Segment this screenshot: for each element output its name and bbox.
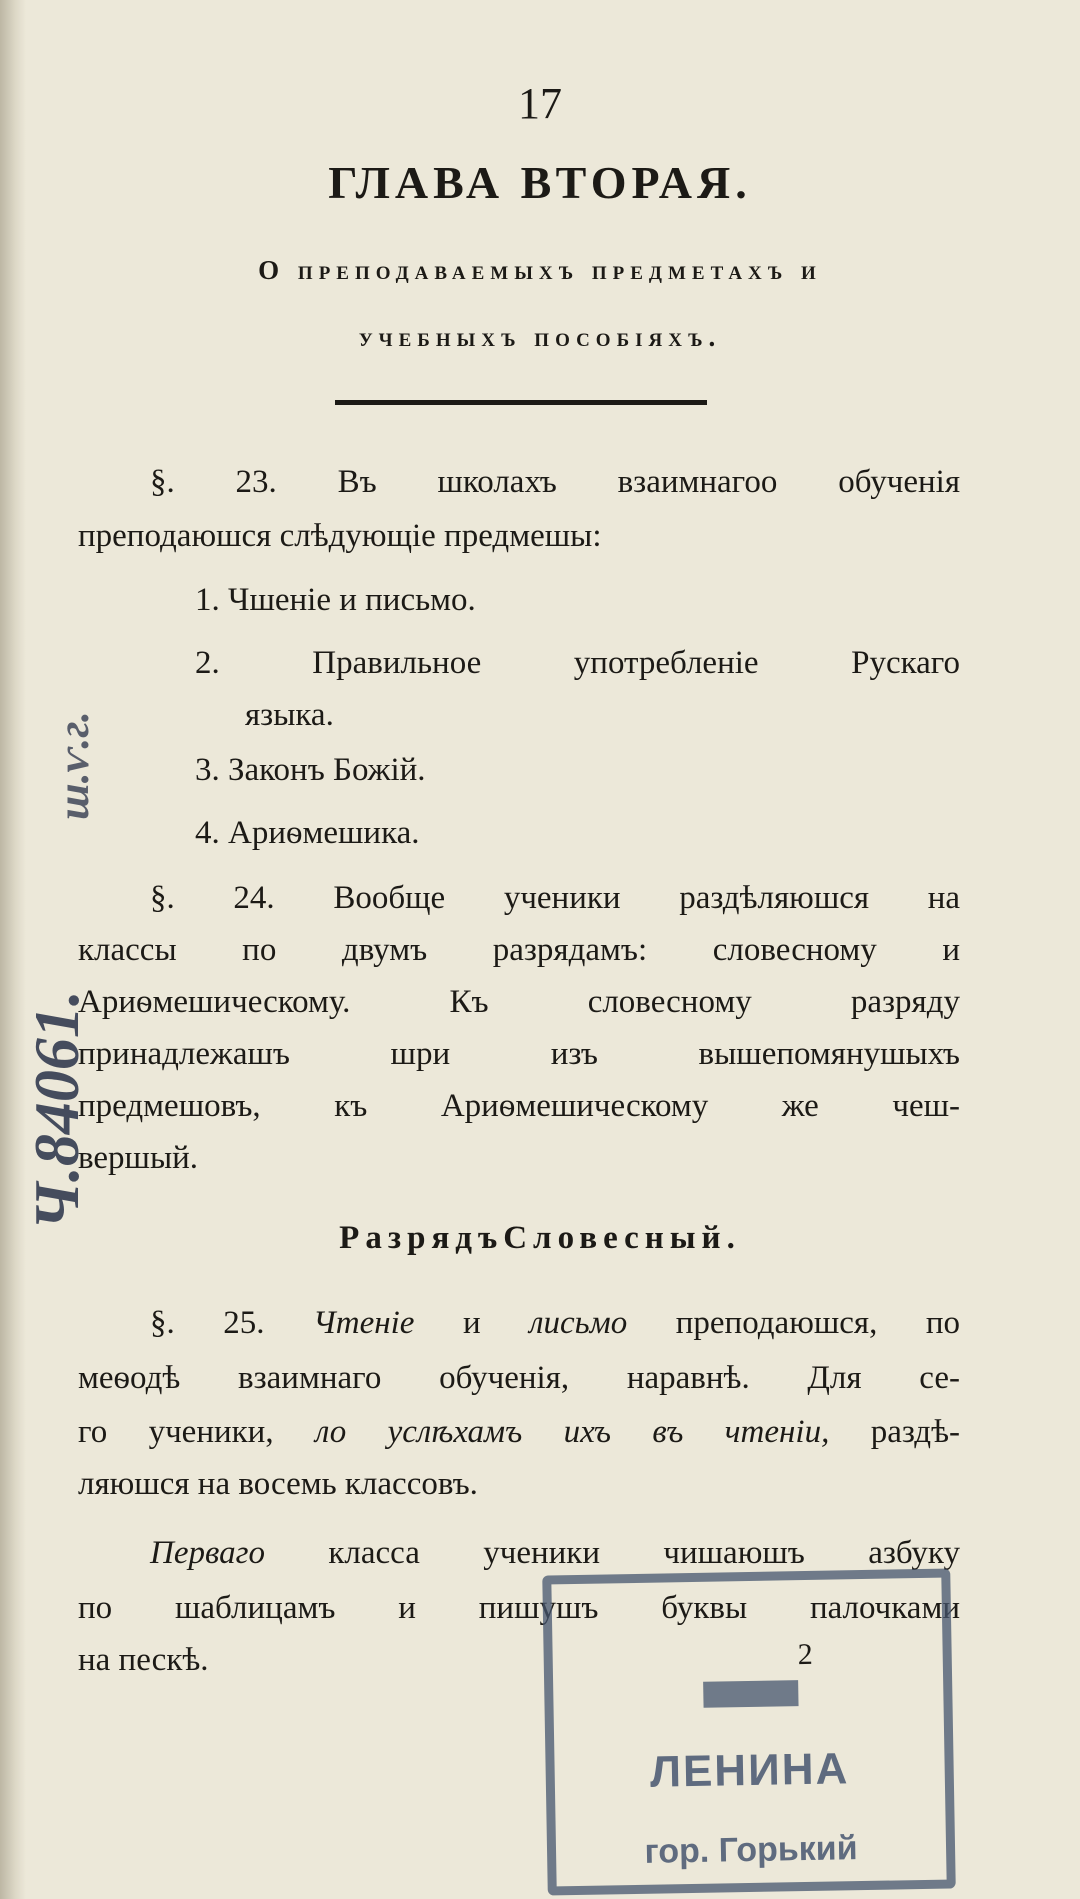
paragraph-25-text: раздѣ- [829,1414,960,1450]
connector-text: и [414,1305,530,1341]
paragraph-25-line-2: меѳодѣ взаимнаго обученiя, наравнѣ. Для се- [78,1360,960,1396]
library-stamp [542,1568,956,1895]
italic-phrase: ло услѣхамъ ихъ въ чтенiи, [314,1414,830,1450]
paragraph-24-line-3: Ариѳмешическому. Къ словесному разряду [78,984,960,1020]
italic-term-writing: лисьмо [529,1305,628,1341]
subject-number: 3. [195,752,220,788]
chapter-subtitle-line-1: О преподаваемыхъ предметахъ и [258,255,822,285]
paragraph-23-line-1 [150,464,960,501]
italic-term-reading: Чтенiе [313,1305,415,1341]
paragraph-26-line-2: по шаблицамъ и пишушъ буквы палочками [78,1590,960,1626]
paragraph-24-line-5: предмешовъ, къ Ариѳмешическому же чеш- [78,1088,960,1124]
paragraph-24-text: Вообще ученики раздѣляюшся на [333,880,961,916]
paragraph-24-line-4: принадлежашъ шри изъ вышепомянушыхъ [78,1036,960,1072]
chapter-subtitle-line-2: учебныхъ пособiяхъ. [358,322,722,352]
paragraph-26-text: класса ученики чишаюшъ азбуку [264,1535,960,1571]
subject-number: 1. [195,582,220,618]
paragraph-25-text: преподаюшся, по [627,1305,960,1341]
handwritten-shelfmark-2: ш.ѵ.г. [49,711,98,820]
subject-text: Ариѳмешика. [228,815,420,851]
paragraph-26-line-1 [150,1535,960,1572]
subject-number: 2. [195,645,220,681]
chapter-title: ГЛАВА ВТОРАЯ. [328,157,752,208]
stamp-bar [703,1680,798,1708]
paragraph-24-line-2: классы по двумъ разрядамъ: словесному и [78,932,960,968]
paragraph-25-line-1 [150,1305,960,1342]
subject-item-3 [195,752,426,789]
paragraph-24-label: §. 24. [150,880,275,916]
subject-item-1 [195,582,476,619]
paragraph-25-label: §. 25. [150,1305,265,1341]
paragraph-25-line-3 [78,1414,960,1451]
title-rule [335,400,707,405]
subject-item-4 [195,815,420,852]
paragraph-25-line-4: ляюшся на восемь классовъ. [78,1466,478,1502]
paragraph-23-line-2: преподаюшся слѣдующiе предмешы: [78,518,602,554]
section-heading: РазрядъСловесный. [339,1220,741,1256]
subject-item-2-continued: языка. [245,697,334,733]
subject-item-2 [195,645,960,682]
signature-mark: 2 [797,1637,813,1672]
paragraph-23-text: Въ школахъ взаимнагоо обученiя [337,464,960,500]
paragraph-24-line-6: вершый. [78,1140,199,1176]
italic-term-first: Перваго [150,1535,265,1571]
subject-text: Законъ Божiй. [228,752,426,788]
paragraph-23-label: §. 23. [150,464,277,500]
paragraph-26-line-3: на пескѣ. [78,1642,209,1678]
subject-number: 4. [195,815,220,851]
subject-text: Правильное употребленiе Рускаго [312,645,960,681]
page-number: 17 [518,79,562,128]
stamp-bottom-text: гор. Горький [644,1829,858,1871]
paragraph-25-text: го ученики, [78,1414,315,1450]
handwritten-shelfmark: Ч.84061. [21,990,92,1230]
subject-text: Чшенiе и письмо. [228,582,476,618]
stamp-top-text: ЛЕНИНА [649,1744,850,1797]
paragraph-24-line-1 [150,880,960,917]
